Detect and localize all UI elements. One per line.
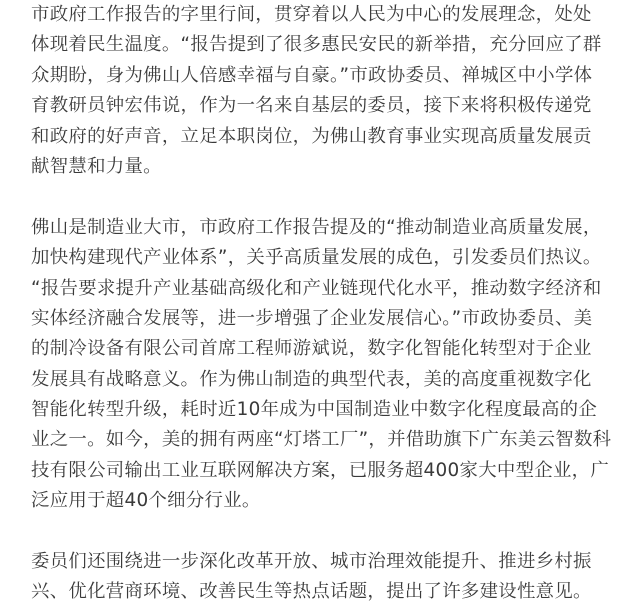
text-line: 的制冷设备有限公司首席工程师游斌说，数字化智能化转型对于企业 — [31, 338, 592, 360]
paragraph-spacer — [31, 517, 591, 547]
text-line: 佛山是制造业大市，市政府工作报告提及的“推动制造业高质量发展， — [31, 216, 602, 238]
paragraph-people-centered — [31, 0, 602, 182]
text-line: 众期盼，身为佛山人倍感幸福与自豪。”市政协委员、禅城区中小学体 — [31, 64, 593, 86]
text-line: 体现着民生温度。“报告提到了很多惠民安民的新举措，充分回应了群 — [31, 34, 602, 56]
text-line: 业之一。如今，美的拥有两座“灯塔工厂”，并借助旗下广东美云智数科 — [31, 429, 612, 451]
text-line: 技有限公司输出工业互联网解决方案，已服务超400家大中型企业，广 — [31, 459, 610, 481]
text-line: 献智慧和力量。 — [31, 155, 162, 177]
text-line: 实体经济融合发展等，进一步增强了企业发展信心。”市政协委员、美 — [31, 307, 593, 329]
text-line: 发展具有战略意义。作为佛山制造的典型代表，美的高度重视数字化 — [31, 368, 592, 390]
paragraph-manufacturing — [31, 213, 612, 517]
article-body — [31, 0, 612, 608]
text-line: 育教研员钟宏伟说，作为一名来自基层的委员，接下来将积极传递党 — [31, 95, 592, 117]
text-line: 市政府工作报告的字里行间，贯穿着以人民为中心的发展理念，处处 — [31, 4, 592, 25]
text-line: 委员们还围绕进一步深化改革开放、城市治理效能提升、推进乡村振 — [31, 551, 592, 573]
text-line: 兴、优化营商环境、改善民生等热点话题，提出了许多建设性意见。 — [31, 581, 592, 603]
text-line: “报告要求提升产业基础高级化和产业链现代化水平，推动数字经济和 — [31, 277, 602, 299]
text-line: 加快构建现代产业体系”，关乎高质量发展的成色，引发委员们热议。 — [31, 247, 602, 269]
text-line: 泛应用于超40个细分行业。 — [31, 490, 261, 512]
paragraph-spacer — [31, 182, 591, 212]
text-line: 智能化转型升级，耗时近10年成为中国制造业中数字化程度最高的企 — [31, 399, 598, 421]
paragraph-hot-topics — [31, 547, 591, 608]
text-line: 和政府的好声音，立足本职岗位，为佛山教育事业实现高质量发展贡 — [31, 125, 592, 147]
